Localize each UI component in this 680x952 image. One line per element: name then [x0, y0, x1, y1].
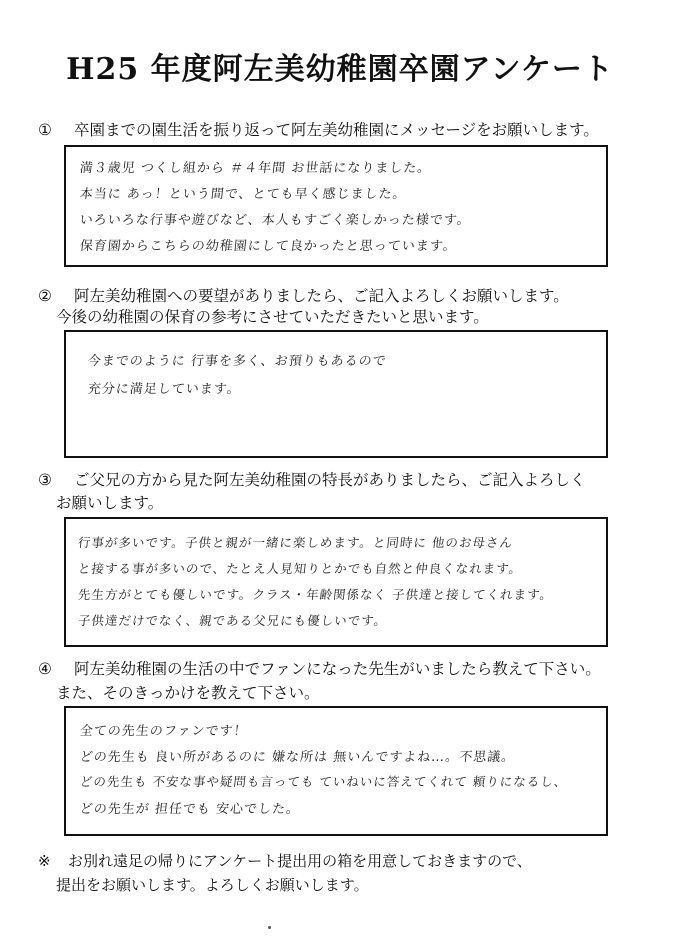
footer-note-line2: 提出をお願いします。よろしくお願いします。 — [56, 876, 369, 894]
note-mark: ※ — [38, 852, 51, 870]
footer-note — [38, 850, 532, 871]
answer-line: 全ての先生のファンです！ — [79, 724, 249, 739]
question-1 — [38, 118, 599, 140]
question-number: ① — [38, 121, 52, 139]
answer-line: 先生方がとても優しいです。クラス・年齢関係なく 子供達と接してくれます。 — [77, 587, 554, 602]
question-2-subtext: 今後の幼稚園の保育の参考にさせていただきたいと思います。 — [56, 308, 489, 326]
question-2 — [38, 284, 569, 306]
question-number: ③ — [38, 471, 52, 489]
answer-line: いろいろな行事や遊びなど、本人もすごく楽しかった様です。 — [79, 213, 472, 228]
answer-line: 保育園からこちらの幼稚園にして良かったと思っています。 — [79, 239, 458, 254]
question-text: 卒園までの園生活を振り返って阿左美幼稚園にメッセージをお願いします。 — [74, 121, 599, 139]
question-text: 阿左美幼稚園への要望がありましたら、ご記入よろしくお願いします。 — [74, 287, 569, 305]
answer-line: 充分に満足しています。 — [87, 382, 242, 397]
answer-line: どの先生が 担任でも 安心でした。 — [79, 802, 301, 817]
answer-line: 今までのように 行事を多く、お預りもあるので — [87, 354, 388, 369]
question-3-subtext: お願いします。 — [56, 494, 164, 512]
answer-box-4 — [64, 706, 608, 836]
question-number: ④ — [38, 660, 52, 678]
answer-line: 満３歳児 つくし組から ＃４年間 お世話になりました。 — [79, 161, 432, 176]
answer-line: と接する事が多いので、たとえ人見知りとかでも自然と仲良くなれます。 — [77, 561, 524, 576]
answer-box-1 — [64, 145, 608, 267]
question-3 — [38, 468, 586, 490]
document-title: H25 年度阿左美幼稚園卒園アンケート — [66, 52, 614, 87]
question-text: 阿左美幼稚園の生活の中でファンになった先生がいましたら教えて下さい。 — [74, 660, 601, 678]
question-number: ② — [38, 287, 52, 305]
answer-box-2 — [64, 330, 608, 458]
question-4 — [38, 657, 601, 679]
answer-line: どの先生も 不安な事や疑問も言っても ていねいに答えてくれて 頼りになるし、 — [79, 774, 569, 789]
answer-line: 行事が多いです。子供と親が一緒に楽しめます。と同時に 他のお母さん — [77, 535, 514, 550]
answer-line: どの先生も 良い所があるのに 嫌な所は 無いんですよね…。不思議。 — [79, 750, 516, 765]
scan-speck — [268, 926, 271, 929]
answer-box-3 — [64, 517, 608, 647]
question-text: ご父兄の方から見た阿左美幼稚園の特長がありましたら、ご記入よろしく — [74, 471, 586, 489]
note-text: お別れ遠足の帰りにアンケート提出用の箱を用意しておきますので、 — [68, 852, 532, 870]
question-4-subtext: また、そのきっかけを教えて下さい。 — [56, 684, 320, 702]
answer-line: 子供達だけでなく、親である父兄にも優しいです。 — [77, 613, 389, 628]
answer-line: 本当に あっ！という間で、とても早く感じました。 — [79, 187, 408, 202]
